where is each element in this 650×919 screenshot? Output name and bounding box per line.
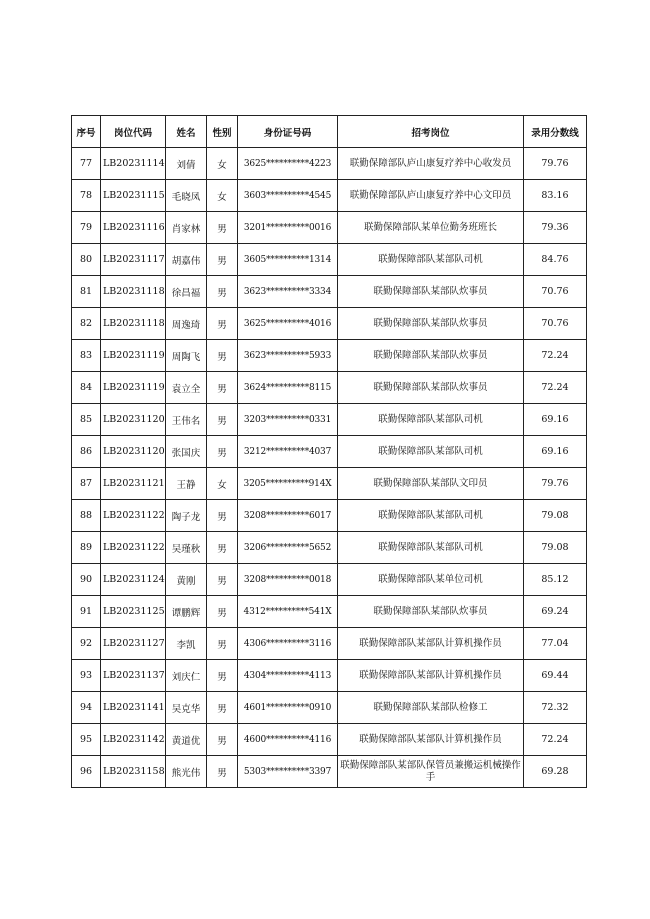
cell-id-number: 3212**********4037: [238, 436, 338, 468]
table-row: [72, 596, 587, 628]
cell-name: 肖家林: [166, 212, 207, 244]
cell-seq: 92: [72, 628, 101, 660]
cell-position: 联勤保障部队某部队炊事员: [338, 372, 524, 404]
cell-id-number: 4600**********4116: [238, 724, 338, 756]
cell-score: 85.12: [524, 564, 587, 596]
table-row: [72, 660, 587, 692]
cell-seq: 85: [72, 404, 101, 436]
cell-score: 79.76: [524, 148, 587, 180]
table-row: [72, 148, 587, 180]
cell-gender: 男: [207, 372, 238, 404]
cell-name: 胡嘉伟: [166, 244, 207, 276]
header-position: 招考岗位: [338, 116, 524, 148]
cell-seq: 95: [72, 724, 101, 756]
table-row: [72, 308, 587, 340]
table-row: [72, 372, 587, 404]
cell-name: 周陶飞: [166, 340, 207, 372]
cell-score: 72.24: [524, 724, 587, 756]
cell-seq: 89: [72, 532, 101, 564]
table-row: [72, 724, 587, 756]
table-row: [72, 180, 587, 212]
cell-post-code: LB20231118: [101, 308, 166, 340]
cell-score: 70.76: [524, 276, 587, 308]
cell-name: 王静: [166, 468, 207, 500]
cell-post-code: LB20231120: [101, 436, 166, 468]
cell-score: 79.08: [524, 500, 587, 532]
cell-post-code: LB20231120: [101, 404, 166, 436]
cell-seq: 83: [72, 340, 101, 372]
cell-name: 刘庆仁: [166, 660, 207, 692]
header-row: [72, 116, 587, 148]
cell-gender: 男: [207, 692, 238, 724]
cell-id-number: 3623**********5933: [238, 340, 338, 372]
cell-position: 联勤保障部队某部队炊事员: [338, 276, 524, 308]
cell-score: 70.76: [524, 308, 587, 340]
cell-position: 联勤保障部队某单位勤务班班长: [338, 212, 524, 244]
cell-post-code: LB20231121: [101, 468, 166, 500]
cell-seq: 79: [72, 212, 101, 244]
cell-post-code: LB20231122: [101, 500, 166, 532]
cell-gender: 男: [207, 660, 238, 692]
cell-id-number: 3603**********4545: [238, 180, 338, 212]
table-row: [72, 628, 587, 660]
cell-score: 69.24: [524, 596, 587, 628]
table-row: [72, 468, 587, 500]
cell-score: 69.16: [524, 404, 587, 436]
cell-position: 联勤保障部队某部队计算机操作员: [338, 724, 524, 756]
cell-post-code: LB20231118: [101, 276, 166, 308]
cell-name: 谭鹏辉: [166, 596, 207, 628]
cell-score: 83.16: [524, 180, 587, 212]
cell-name: 袁立全: [166, 372, 207, 404]
cell-name: 刘倩: [166, 148, 207, 180]
cell-gender: 男: [207, 212, 238, 244]
cell-id-number: 4312**********541X: [238, 596, 338, 628]
cell-post-code: LB20231114: [101, 148, 166, 180]
cell-id-number: 3208**********0018: [238, 564, 338, 596]
cell-post-code: LB20231119: [101, 372, 166, 404]
cell-score: 79.36: [524, 212, 587, 244]
cell-position: 联勤保障部队某部队计算机操作员: [338, 628, 524, 660]
table-row: [72, 532, 587, 564]
cell-seq: 84: [72, 372, 101, 404]
cell-post-code: LB20231115: [101, 180, 166, 212]
cell-seq: 88: [72, 500, 101, 532]
table-row: [72, 404, 587, 436]
cell-id-number: 3605**********1314: [238, 244, 338, 276]
table-row: [72, 276, 587, 308]
cell-score: 69.28: [524, 756, 587, 788]
cell-gender: 女: [207, 180, 238, 212]
cell-seq: 94: [72, 692, 101, 724]
cell-id-number: 3208**********6017: [238, 500, 338, 532]
cell-name: 王伟名: [166, 404, 207, 436]
cell-gender: 男: [207, 596, 238, 628]
cell-score: 84.76: [524, 244, 587, 276]
cell-gender: 男: [207, 756, 238, 788]
cell-post-code: LB20231124: [101, 564, 166, 596]
cell-gender: 女: [207, 148, 238, 180]
cell-post-code: LB20231116: [101, 212, 166, 244]
cell-seq: 81: [72, 276, 101, 308]
cell-seq: 80: [72, 244, 101, 276]
cell-gender: 男: [207, 340, 238, 372]
cell-gender: 女: [207, 468, 238, 500]
cell-position: 联勤保障部队某部队炊事员: [338, 596, 524, 628]
table-row: [72, 500, 587, 532]
cell-post-code: LB20231137: [101, 660, 166, 692]
cell-position: 联勤保障部队庐山康复疗养中心收发员: [338, 148, 524, 180]
cell-seq: 78: [72, 180, 101, 212]
header-score: 录用分数线: [524, 116, 587, 148]
cell-seq: 77: [72, 148, 101, 180]
cell-position: 联勤保障部队某部队司机: [338, 532, 524, 564]
header-gender: 性别: [207, 116, 238, 148]
cell-score: 79.08: [524, 532, 587, 564]
cell-gender: 男: [207, 724, 238, 756]
cell-id-number: 3203**********0331: [238, 404, 338, 436]
cell-id-number: 4601**********0910: [238, 692, 338, 724]
header-id-number: 身份证号码: [238, 116, 338, 148]
cell-position: 联勤保障部队某部队司机: [338, 244, 524, 276]
table-row: [72, 212, 587, 244]
table-row: [72, 340, 587, 372]
recruitment-table: [71, 115, 587, 788]
table-row: [72, 692, 587, 724]
cell-name: 周逸琦: [166, 308, 207, 340]
cell-score: 69.16: [524, 436, 587, 468]
cell-gender: 男: [207, 276, 238, 308]
cell-post-code: LB20231141: [101, 692, 166, 724]
cell-score: 79.76: [524, 468, 587, 500]
cell-name: 徐昌福: [166, 276, 207, 308]
cell-position: 联勤保障部队某部队检修工: [338, 692, 524, 724]
cell-post-code: LB20231125: [101, 596, 166, 628]
cell-position: 联勤保障部队某部队司机: [338, 436, 524, 468]
cell-id-number: 5303**********3397: [238, 756, 338, 788]
cell-name: 吴瑾秋: [166, 532, 207, 564]
cell-name: 毛晓凤: [166, 180, 207, 212]
cell-position: 联勤保障部队某部队炊事员: [338, 340, 524, 372]
cell-gender: 男: [207, 532, 238, 564]
cell-post-code: LB20231119: [101, 340, 166, 372]
cell-id-number: 3201**********0016: [238, 212, 338, 244]
cell-post-code: LB20231127: [101, 628, 166, 660]
cell-position: 联勤保障部队某部队文印员: [338, 468, 524, 500]
table-row: [72, 244, 587, 276]
cell-id-number: 4304**********4113: [238, 660, 338, 692]
cell-gender: 男: [207, 308, 238, 340]
cell-score: 72.24: [524, 372, 587, 404]
cell-seq: 87: [72, 468, 101, 500]
header-name: 姓名: [166, 116, 207, 148]
cell-name: 黄刚: [166, 564, 207, 596]
cell-name: 吴克华: [166, 692, 207, 724]
header-seq: 序号: [72, 116, 101, 148]
cell-seq: 93: [72, 660, 101, 692]
cell-gender: 男: [207, 244, 238, 276]
cell-seq: 91: [72, 596, 101, 628]
cell-seq: 90: [72, 564, 101, 596]
table-row: [72, 756, 587, 788]
cell-seq: 86: [72, 436, 101, 468]
cell-seq: 82: [72, 308, 101, 340]
cell-gender: 男: [207, 500, 238, 532]
cell-id-number: 3625**********4223: [238, 148, 338, 180]
cell-name: 张国庆: [166, 436, 207, 468]
cell-id-number: 3625**********4016: [238, 308, 338, 340]
cell-gender: 男: [207, 564, 238, 596]
cell-id-number: 3624**********8115: [238, 372, 338, 404]
cell-position: 联勤保障部队某部队炊事员: [338, 308, 524, 340]
cell-gender: 男: [207, 404, 238, 436]
cell-post-code: LB20231117: [101, 244, 166, 276]
cell-score: 69.44: [524, 660, 587, 692]
cell-post-code: LB20231122: [101, 532, 166, 564]
cell-name: 熊光伟: [166, 756, 207, 788]
cell-score: 77.04: [524, 628, 587, 660]
cell-id-number: 3205**********914X: [238, 468, 338, 500]
cell-gender: 男: [207, 628, 238, 660]
cell-position: 联勤保障部队某部队计算机操作员: [338, 660, 524, 692]
cell-position: 联勤保障部队某单位司机: [338, 564, 524, 596]
cell-gender: 男: [207, 436, 238, 468]
cell-score: 72.24: [524, 340, 587, 372]
cell-name: 黄道优: [166, 724, 207, 756]
cell-name: 陶子龙: [166, 500, 207, 532]
cell-id-number: 3623**********3334: [238, 276, 338, 308]
cell-id-number: 4306**********3116: [238, 628, 338, 660]
cell-position: 联勤保障部队某部队司机: [338, 404, 524, 436]
cell-position: 联勤保障部队庐山康复疗养中心文印员: [338, 180, 524, 212]
cell-post-code: LB20231158: [101, 756, 166, 788]
cell-position: 联勤保障部队某部队司机: [338, 500, 524, 532]
table-row: [72, 436, 587, 468]
cell-id-number: 3206**********5652: [238, 532, 338, 564]
cell-name: 李凯: [166, 628, 207, 660]
cell-score: 72.32: [524, 692, 587, 724]
cell-seq: 96: [72, 756, 101, 788]
table-row: [72, 564, 587, 596]
cell-post-code: LB20231142: [101, 724, 166, 756]
cell-position: 联勤保障部队某部队保管员兼搬运机械操作手: [338, 756, 524, 788]
header-post-code: 岗位代码: [101, 116, 166, 148]
